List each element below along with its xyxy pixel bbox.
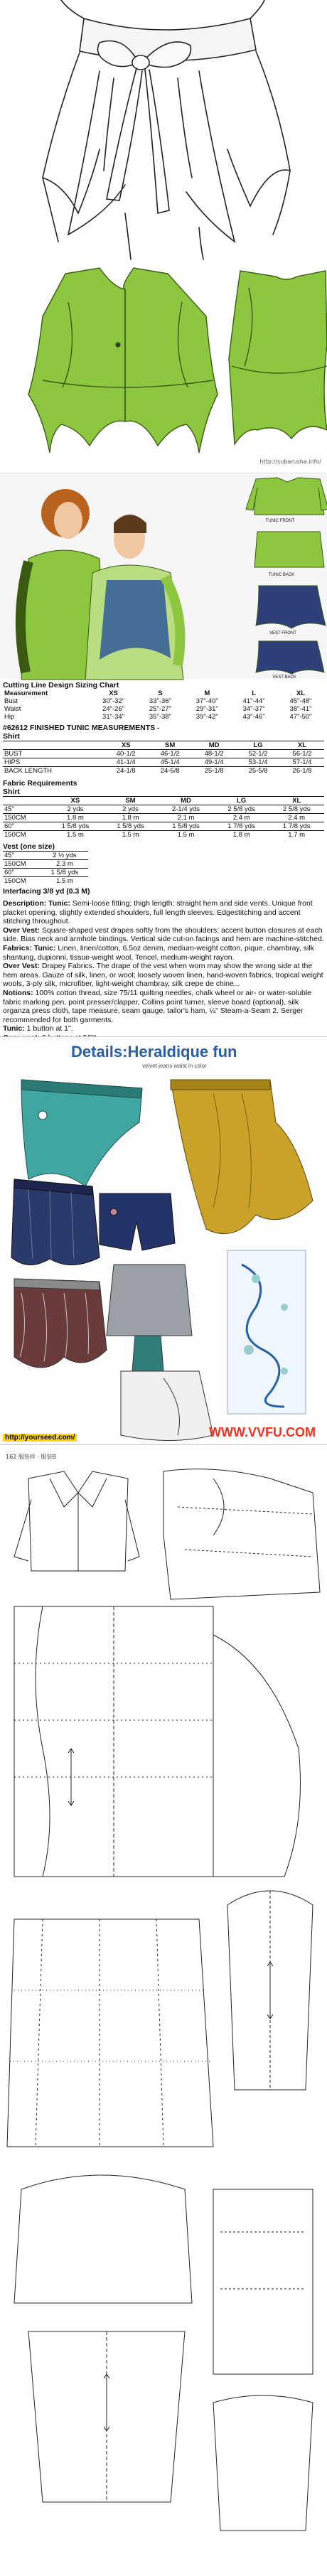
footer-left-link[interactable]: http://yourseed.com/ bbox=[3, 1434, 77, 1442]
table-cell: 26-1/8 bbox=[292, 767, 312, 775]
table-cell: 38"-41" bbox=[289, 705, 312, 713]
table-cell: 150CM bbox=[4, 831, 26, 839]
table-header-row bbox=[3, 797, 324, 805]
table-cell: HIPS bbox=[4, 758, 21, 766]
pattern-drafts bbox=[0, 1450, 327, 2572]
table-cell: 2 5/8 yds bbox=[227, 805, 255, 813]
sizing-header: L bbox=[252, 689, 257, 697]
description-text: 100% cotton thread, size 75/11 quilting needles, chalk wheel or air- or water-soluble fabric marking pen, point presser/clapper, Collins point turner, sleeve board (optional), silk organza press cloth, tape measure, seam gauge, tailor's ham, ¼" Steam-a-Seam 2. Serger recommended for both garments. bbox=[3, 988, 312, 1024]
footer-right-link[interactable]: WWW.VVFU.COM bbox=[209, 1425, 316, 1439]
table-cell: 33"-36" bbox=[149, 697, 171, 705]
table-cell: 150CM bbox=[4, 814, 26, 822]
description-label: Tunic: bbox=[3, 1024, 25, 1034]
table-cell: 29"-31" bbox=[195, 705, 218, 713]
table-cell: 45"-48" bbox=[289, 697, 312, 705]
description-text: Linen, linen/cotton, 6.5oz denim, medium-weight cotton, pique, chambray, silk shantung, dupionni, tissue-weight wool, Tencel, medium-weight rayon. bbox=[3, 943, 314, 962]
tunic-front-label: TUNIC FRONT bbox=[265, 519, 295, 523]
table-cell: 24-1/8 bbox=[116, 767, 136, 775]
table-cell: 52-1/2 bbox=[248, 750, 268, 758]
table-row bbox=[3, 831, 324, 839]
sizing-title: Cutting Line Design Sizing Chart bbox=[3, 681, 119, 689]
description-paragraph bbox=[3, 1024, 324, 1034]
table-cell: 37"-40" bbox=[195, 697, 218, 705]
description-text: Drapey Fabrics. The drape of the vest when worn may show the wrong side at the hem areas. Gauze of silk, linen, or wool; loosely woven linen, hand-woven fabrics, tropical weight wools, 3-ply silk, microfiber, light-weight chambray, silk crepe de chine... bbox=[3, 962, 323, 989]
table-row bbox=[3, 767, 324, 776]
table-cell: 40-1/2 bbox=[116, 750, 136, 758]
vest-flats-panel bbox=[0, 259, 327, 469]
vest-table bbox=[3, 851, 88, 885]
finished-table bbox=[3, 741, 324, 775]
description-block bbox=[3, 899, 324, 1043]
table-cell: 57-1/4 bbox=[292, 758, 312, 766]
table-row bbox=[3, 869, 88, 877]
table-cell: LG bbox=[236, 741, 280, 750]
table-cell: 1 5/8 yds bbox=[117, 822, 144, 830]
table-cell: 60" bbox=[4, 869, 14, 876]
description-text: Semi-loose fitting; thigh length; straight hem and side vents. Unique front placket opening, slightly extended shoulders, full length sleeves. Edgestitching and accent stitching throughout. bbox=[3, 899, 313, 926]
description-paragraph bbox=[3, 944, 324, 962]
table-cell: BACK LENGTH bbox=[4, 767, 53, 775]
table-cell: 150CM bbox=[4, 877, 26, 885]
fabric-table bbox=[3, 796, 324, 839]
table-cell: 49-1/4 bbox=[204, 758, 224, 766]
description-text: 1 button at 1". bbox=[24, 1024, 73, 1034]
vest-front-label: VEST FRONT bbox=[269, 631, 296, 635]
pattern-info-panel bbox=[0, 681, 327, 1033]
table-cell: 46-1/2 bbox=[160, 750, 180, 758]
table-row bbox=[3, 852, 88, 860]
description-paragraph bbox=[3, 962, 324, 989]
table-cell: 41"-44" bbox=[242, 697, 265, 705]
table-cell: 39"-42" bbox=[195, 713, 218, 721]
table-cell: 1 7/8 yds bbox=[227, 822, 255, 830]
finished-title: #62612 FINISHED TUNIC MEASUREMENTS - bbox=[3, 724, 160, 732]
table-cell: 1.5 m bbox=[177, 831, 195, 839]
sizing-header: XL bbox=[296, 689, 306, 697]
table-cell: 53-1/4 bbox=[248, 758, 268, 766]
watermark[interactable]: http://subarusha.info/ bbox=[259, 458, 321, 465]
table-cell: 2 yds bbox=[122, 805, 139, 813]
table-cell: XS bbox=[104, 741, 148, 750]
table-cell: 41-1/4 bbox=[116, 758, 136, 766]
table-row bbox=[3, 705, 324, 713]
details-title: Details:Heraldique fun bbox=[71, 1043, 237, 1061]
tunic-back-label: TUNIC BACK bbox=[268, 573, 295, 577]
table-cell: 24"-26" bbox=[102, 705, 125, 713]
table-cell: Waist bbox=[4, 705, 21, 713]
fabric-title: Fabric Requirements bbox=[3, 779, 77, 788]
table-cell: Hip bbox=[4, 713, 15, 721]
vest-back-label: VEST BACK bbox=[272, 675, 296, 680]
table-cell: 48-1/2 bbox=[204, 750, 224, 758]
table-cell: 1 5/8 yds bbox=[50, 869, 79, 876]
table-cell: 60" bbox=[4, 822, 14, 830]
pattern-panel bbox=[0, 1450, 327, 2572]
description-text: Square-shaped vest drapes softly from the shoulders; accent button closures at each side. Bias neck and armhole bindings. Vertical side cut-on facings and hem are machine-stitched. bbox=[3, 925, 324, 944]
table-cell: MD bbox=[158, 797, 214, 805]
details-illustrations bbox=[0, 1037, 327, 1446]
skirt-sketch bbox=[0, 0, 327, 259]
fabric-subtitle: Shirt bbox=[3, 788, 20, 796]
table-cell: 45" bbox=[4, 805, 14, 813]
table-cell: LG bbox=[214, 797, 269, 805]
table-cell: 150CM bbox=[4, 860, 26, 868]
description-paragraph bbox=[3, 899, 324, 926]
sizing-header: XS bbox=[109, 689, 118, 697]
table-cell: 45" bbox=[4, 852, 14, 859]
table-row bbox=[3, 750, 324, 758]
table-cell bbox=[3, 741, 104, 750]
table-cell: 24-5/8 bbox=[160, 767, 180, 775]
table-row bbox=[3, 805, 324, 814]
details-panel bbox=[0, 1036, 327, 1445]
table-cell: 2 yds bbox=[67, 805, 84, 813]
table-cell: 1 5/8 yds bbox=[61, 822, 90, 830]
table-cell: XL bbox=[280, 741, 324, 750]
table-row bbox=[3, 758, 324, 767]
table-cell: Bust bbox=[4, 697, 18, 705]
skirt-sketch-panel bbox=[0, 0, 327, 259]
table-row bbox=[3, 713, 324, 721]
table-cell: 25-5/8 bbox=[248, 767, 268, 775]
table-cell: SM bbox=[148, 741, 192, 750]
table-cell: 1.8 m bbox=[122, 814, 139, 822]
table-row bbox=[3, 860, 88, 869]
description-paragraph bbox=[3, 989, 324, 1024]
table-cell: BUST bbox=[4, 750, 23, 758]
table-cell: 34"-37" bbox=[242, 705, 265, 713]
table-cell: XL bbox=[269, 797, 324, 805]
description-label: Description: Tunic: bbox=[3, 899, 70, 908]
table-cell: 47"-50" bbox=[289, 713, 312, 721]
tunic-illustration bbox=[0, 473, 327, 680]
table-row bbox=[3, 697, 324, 705]
table-cell bbox=[3, 797, 48, 805]
table-cell: 1.7 m bbox=[288, 831, 306, 839]
interfacing-note: Interfacing 3/8 yd (0.3 M) bbox=[3, 887, 90, 896]
table-cell: MD bbox=[192, 741, 236, 750]
table-cell: 45-1/4 bbox=[160, 758, 180, 766]
table-row bbox=[3, 814, 324, 822]
description-paragraph bbox=[3, 926, 324, 944]
pattern-header: 162 服装样 · 服装B bbox=[6, 1454, 56, 1460]
table-cell: 1 7/8 yds bbox=[282, 822, 311, 830]
finished-subtitle: Shirt bbox=[3, 732, 20, 741]
table-cell: 56-1/2 bbox=[292, 750, 312, 758]
description-label: Notions: bbox=[3, 988, 33, 997]
table-cell: 1.8 m bbox=[232, 831, 250, 839]
table-cell: 2.1 m bbox=[177, 814, 195, 822]
table-cell: 2.4 m bbox=[288, 814, 306, 822]
sizing-table bbox=[3, 689, 324, 721]
table-cell: XS bbox=[48, 797, 103, 805]
table-cell: 2-1/4 yds bbox=[171, 805, 200, 813]
description-label: Over Vest: bbox=[3, 962, 40, 971]
vest-flats bbox=[0, 259, 327, 469]
table-row bbox=[3, 822, 324, 831]
table-header-row bbox=[3, 741, 324, 750]
table-cell: 31"-34" bbox=[102, 713, 125, 721]
table-cell: 2 5/8 yds bbox=[282, 805, 311, 813]
sizing-header: Measurement bbox=[4, 689, 48, 697]
table-cell: 35"-38" bbox=[149, 713, 171, 721]
table-cell: 2.3 m bbox=[56, 860, 73, 868]
tunic-illustration-panel bbox=[0, 473, 327, 679]
description-label: Over Vest: bbox=[3, 925, 40, 935]
table-row bbox=[3, 877, 88, 886]
vest-title: Vest (one size) bbox=[3, 842, 55, 851]
table-cell: SM bbox=[103, 797, 159, 805]
table-cell: 1.5 m bbox=[122, 831, 139, 839]
sizing-header: M bbox=[204, 689, 210, 697]
details-subtitle: velvet jeans waist in color bbox=[142, 1063, 207, 1069]
description-label: Fabrics: Tunic: bbox=[3, 943, 56, 952]
table-cell: 2 ½ yds bbox=[53, 852, 77, 859]
table-cell: 30"-32" bbox=[102, 697, 125, 705]
table-cell: 1.5 m bbox=[67, 831, 84, 839]
sizing-header: S bbox=[158, 689, 163, 697]
table-cell: 25-1/8 bbox=[204, 767, 224, 775]
table-cell: 2.4 m bbox=[232, 814, 250, 822]
table-cell: 1 5/8 yds bbox=[172, 822, 200, 830]
table-cell: 25"-27" bbox=[149, 705, 171, 713]
table-cell: 43"-46" bbox=[242, 713, 265, 721]
table-cell: 1.5 m bbox=[56, 877, 73, 885]
table-cell: 1.8 m bbox=[67, 814, 84, 822]
